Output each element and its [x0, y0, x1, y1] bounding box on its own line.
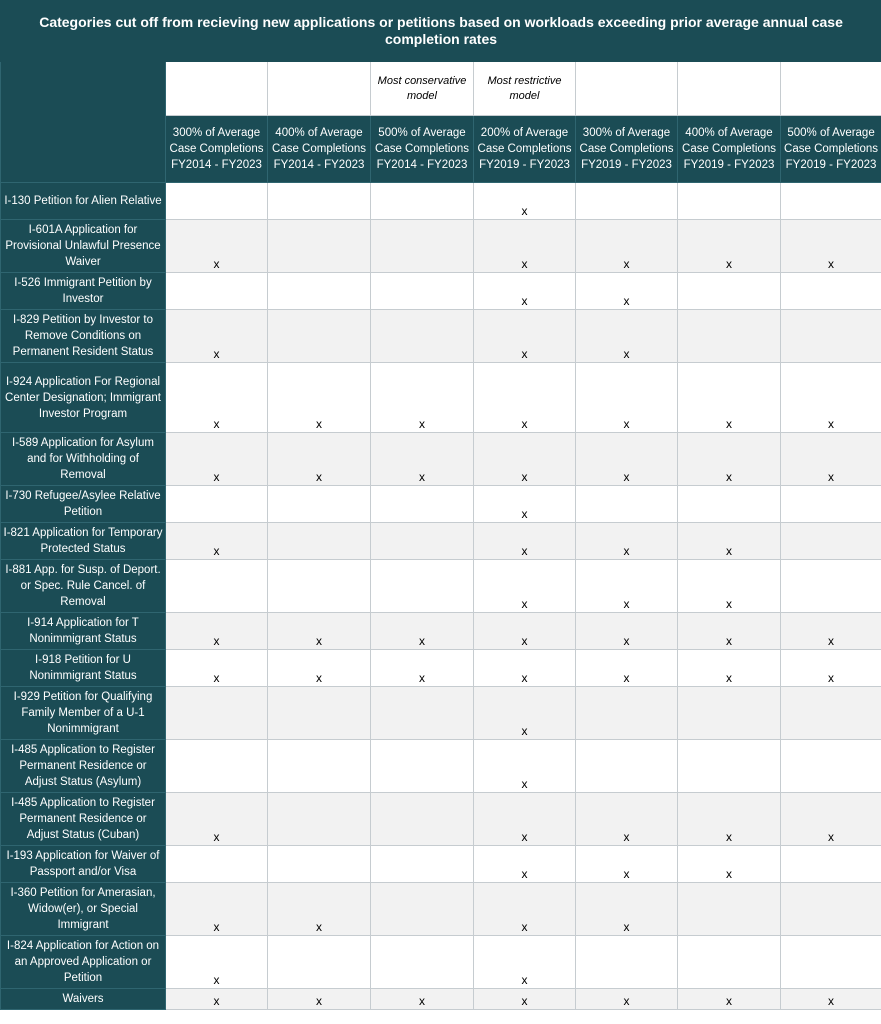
row-label: I-193 Application for Waiver of Passport and/or Visa [1, 846, 166, 883]
table-cell: x [576, 793, 678, 846]
table-cell: x [166, 363, 268, 433]
model-note [166, 62, 268, 116]
table-cell [371, 793, 474, 846]
table-cell [371, 310, 474, 363]
table-cell: x [268, 613, 371, 650]
row-label: I-881 App. for Susp. of Deport. or Spec. Rule Cancel. of Removal [1, 560, 166, 613]
table-cell: x [576, 613, 678, 650]
table-cell [781, 936, 881, 989]
table-row [1, 486, 881, 523]
table-cell: x [166, 989, 268, 1010]
table-cell [371, 486, 474, 523]
table-cell: x [371, 613, 474, 650]
table-cell: x [576, 989, 678, 1010]
table-cell: x [474, 613, 576, 650]
table-row [1, 936, 881, 989]
table-cell: x [268, 363, 371, 433]
table-cell: x [781, 220, 881, 273]
row-label: Waivers [1, 989, 166, 1010]
table-cell [678, 273, 781, 310]
table-cell: x [678, 650, 781, 687]
table-cell: x [166, 613, 268, 650]
table-cell: x [576, 433, 678, 486]
row-label: I-485 Application to Register Permanent Residence or Adjust Status (Asylum) [1, 740, 166, 793]
row-label: I-829 Petition by Investor to Remove Conditions on Permanent Resident Status [1, 310, 166, 363]
column-header: 400% of Average Case Completions FY2014 - FY2023 [268, 116, 371, 183]
table-row [1, 883, 881, 936]
table-cell: x [166, 793, 268, 846]
table-row [1, 433, 881, 486]
table-cell [268, 936, 371, 989]
table-cell: x [576, 220, 678, 273]
column-header: 300% of Average Case Completions FY2019 - FY2023 [576, 116, 678, 183]
table-title: Categories cut off from recieving new applications or petitions based on workloads exceeding prior average annual case completion rates [1, 1, 881, 62]
table-cell: x [678, 523, 781, 560]
table-cell: x [474, 650, 576, 687]
table-cell [371, 883, 474, 936]
table-cell [268, 486, 371, 523]
table-cell [678, 183, 781, 220]
row-label: I-824 Application for Action on an Approved Application or Petition [1, 936, 166, 989]
table-row [1, 989, 881, 1010]
table-cell [166, 846, 268, 883]
table-cell [371, 936, 474, 989]
table-cell [781, 523, 881, 560]
table-cell [166, 486, 268, 523]
table-cell [268, 560, 371, 613]
table-cell [678, 936, 781, 989]
table-cell: x [781, 363, 881, 433]
table-cell [268, 846, 371, 883]
table-row [1, 183, 881, 220]
table-cell: x [268, 989, 371, 1010]
row-label: I-914 Application for T Nonimmigrant Status [1, 613, 166, 650]
table-cell: x [474, 433, 576, 486]
table-row [1, 560, 881, 613]
table-cell [166, 183, 268, 220]
column-header: 300% of Average Case Completions FY2014 - FY2023 [166, 116, 268, 183]
table-cell: x [678, 846, 781, 883]
row-label: I-589 Application for Asylum and for Withholding of Removal [1, 433, 166, 486]
table-cell: x [166, 220, 268, 273]
table-row [1, 650, 881, 687]
row-label: I-526 Immigrant Petition by Investor [1, 273, 166, 310]
row-label: I-601A Application for Provisional Unlawful Presence Waiver [1, 220, 166, 273]
column-header: 500% of Average Case Completions FY2014 - FY2023 [371, 116, 474, 183]
table-row [1, 793, 881, 846]
table-cell: x [474, 273, 576, 310]
table-cell: x [781, 433, 881, 486]
table-cell [576, 936, 678, 989]
table-row [1, 523, 881, 560]
table-cell [268, 310, 371, 363]
table-cell: x [576, 363, 678, 433]
table-cell [166, 560, 268, 613]
table-cell: x [474, 523, 576, 560]
table-row [1, 613, 881, 650]
table-cell [781, 740, 881, 793]
table-cell: x [474, 740, 576, 793]
table-cell [576, 740, 678, 793]
table-cell: x [576, 650, 678, 687]
table-cell [371, 740, 474, 793]
model-note [268, 62, 371, 116]
table-cell: x [576, 523, 678, 560]
row-label: I-821 Application for Temporary Protected Status [1, 523, 166, 560]
model-note: Most conservative model [371, 62, 474, 116]
table-cell: x [781, 613, 881, 650]
table-cell [781, 310, 881, 363]
table-cell [576, 183, 678, 220]
model-note: Most restrictive model [474, 62, 576, 116]
table-cell [576, 486, 678, 523]
row-label: I-929 Petition for Qualifying Family Member of a U-1 Nonimmigrant [1, 687, 166, 740]
column-header: 400% of Average Case Completions FY2019 - FY2023 [678, 116, 781, 183]
table-cell [781, 183, 881, 220]
row-label: I-130 Petition for Alien Relative [1, 183, 166, 220]
table-cell: x [474, 183, 576, 220]
table-cell: x [371, 433, 474, 486]
row-label: I-360 Petition for Amerasian, Widow(er), or Special Immigrant [1, 883, 166, 936]
table-cell [678, 687, 781, 740]
table-cell: x [474, 310, 576, 363]
table-cell [268, 183, 371, 220]
row-label: I-924 Application For Regional Center Designation; Immigrant Investor Program [1, 363, 166, 433]
table-cell [781, 486, 881, 523]
table-cell: x [371, 989, 474, 1010]
table-cell: x [781, 793, 881, 846]
table-cell: x [474, 846, 576, 883]
table-cell: x [166, 523, 268, 560]
table-cell: x [166, 310, 268, 363]
table-cell [678, 486, 781, 523]
table-cell: x [474, 560, 576, 613]
table-cell: x [268, 433, 371, 486]
table-cell: x [678, 793, 781, 846]
table-cell [166, 273, 268, 310]
column-header: 200% of Average Case Completions FY2019 - FY2023 [474, 116, 576, 183]
table-row [1, 220, 881, 273]
table-cell [781, 687, 881, 740]
table-cell: x [678, 220, 781, 273]
table-cell [268, 523, 371, 560]
table-row [1, 310, 881, 363]
table-cell [268, 740, 371, 793]
table-row [1, 687, 881, 740]
table-row [1, 740, 881, 793]
table-cell [371, 687, 474, 740]
model-note [781, 62, 881, 116]
table-cell: x [576, 310, 678, 363]
table-cell [166, 740, 268, 793]
table-cell [268, 687, 371, 740]
column-header: 500% of Average Case Completions FY2019 - FY2023 [781, 116, 881, 183]
table-cell [371, 273, 474, 310]
table-cell: x [576, 273, 678, 310]
table-cell [166, 687, 268, 740]
table-cell: x [166, 650, 268, 687]
table-cell [781, 273, 881, 310]
table-cell [678, 310, 781, 363]
table-cell: x [474, 486, 576, 523]
model-note [678, 62, 781, 116]
table-row [1, 273, 881, 310]
table-cell: x [371, 650, 474, 687]
table-cell: x [576, 560, 678, 613]
table-cell: x [166, 883, 268, 936]
table-cell: x [474, 989, 576, 1010]
table-cell: x [268, 883, 371, 936]
table-cell: x [474, 363, 576, 433]
table-cell: x [781, 989, 881, 1010]
corner-cell [1, 62, 166, 183]
table-cell [678, 883, 781, 936]
table-cell: x [474, 687, 576, 740]
table-cell [576, 687, 678, 740]
table-cell: x [678, 363, 781, 433]
table-cell: x [576, 883, 678, 936]
table-cell [268, 220, 371, 273]
table-cell: x [474, 936, 576, 989]
table-cell [371, 846, 474, 883]
table-row [1, 846, 881, 883]
table-cell: x [678, 433, 781, 486]
table-cell [371, 523, 474, 560]
model-note [576, 62, 678, 116]
table-cell: x [474, 793, 576, 846]
row-label: I-485 Application to Register Permanent Residence or Adjust Status (Cuban) [1, 793, 166, 846]
table-cell: x [268, 650, 371, 687]
table-cell: x [576, 846, 678, 883]
table-cell [371, 560, 474, 613]
table-cell [371, 220, 474, 273]
table-cell: x [678, 613, 781, 650]
row-label: I-730 Refugee/Asylee Relative Petition [1, 486, 166, 523]
table-cell: x [474, 220, 576, 273]
table-cell [678, 740, 781, 793]
table-cell: x [166, 936, 268, 989]
table-cell: x [678, 560, 781, 613]
table-cell [268, 273, 371, 310]
table-cell [781, 883, 881, 936]
table-cell [781, 560, 881, 613]
table-cell: x [781, 650, 881, 687]
table-cell: x [474, 883, 576, 936]
row-label: I-918 Petition for U Nonimmigrant Status [1, 650, 166, 687]
table-cell: x [166, 433, 268, 486]
table-cell [781, 846, 881, 883]
table-row [1, 363, 881, 433]
table-cell [371, 183, 474, 220]
table-cell: x [678, 989, 781, 1010]
table-cell [268, 793, 371, 846]
table-cell: x [371, 363, 474, 433]
